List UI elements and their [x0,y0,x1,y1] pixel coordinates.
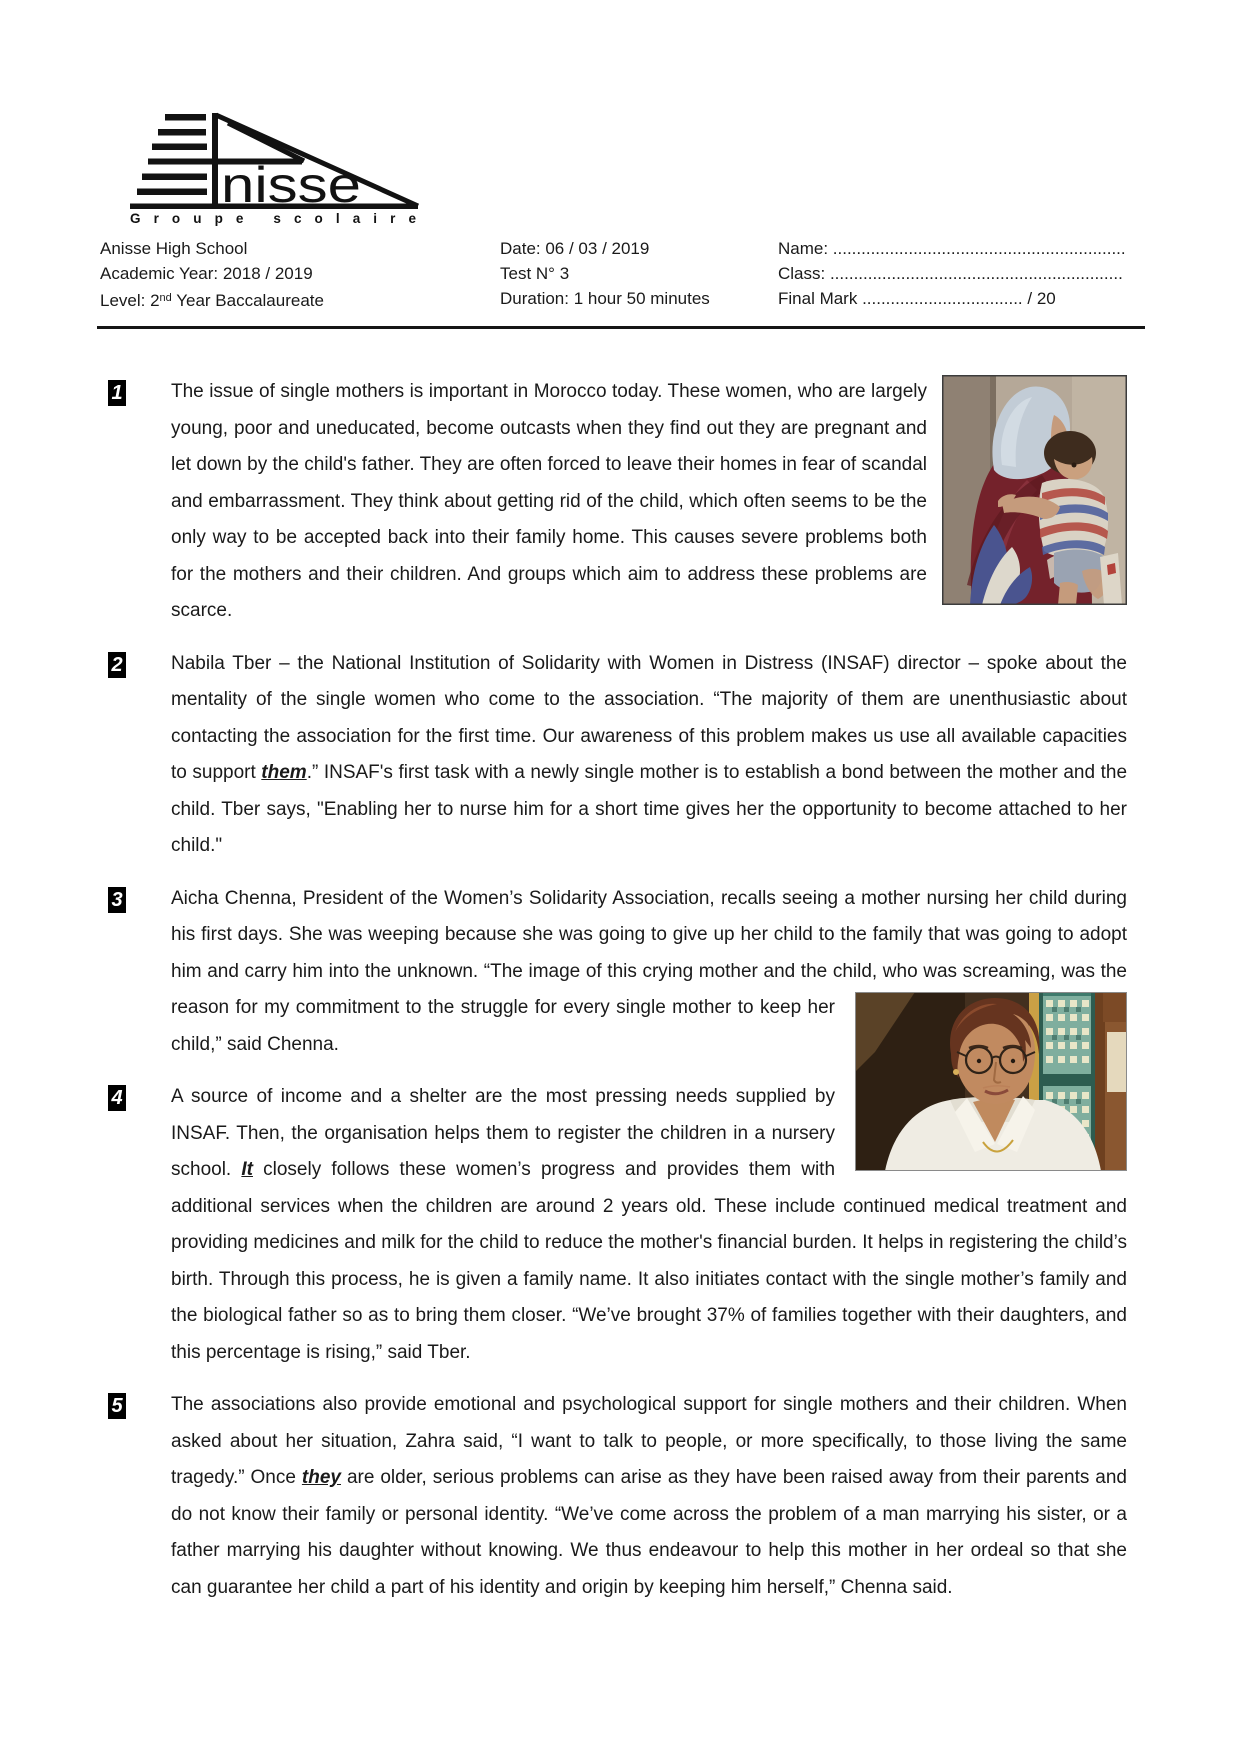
test-number: Test N° 3 [500,264,570,283]
header-info [100,236,1148,313]
paragraph-text: Nabila Tber – the National Institution of Solidarity with Women in Distress (INSAF) director – spoke about the mentality of the single women who come to the association. “The majority of them are unenthusiastic about contacting the association for the first time. Our awareness of this problem makes us use all available capacities to support [171,652,1127,783]
paragraph [111,646,1128,865]
paragraph-text: Aicha Chenna, President of the Women’s Solidarity Association, recalls seeing a mother nursing her child during his first days. She was weeping because she was going to give up her child to the family that was going to adopt him and carry him into the unknown. “The image of this crying mother and the child, who [171,887,1127,982]
paragraph [111,374,1127,630]
school-info-column [100,236,500,313]
paragraph-text: are older, serious problems can arise as they have been raised away from their parents and do not know their family or personal identity. “We’ve come across the problem of a man marrying his sister, or a father marrying his daughter without knowing. We thus endeavour to help this mother in her ordeal so that she can guarantee her child a part of his identity and origin by keeping him herself,” Chenna said. [171,1467,1128,1598]
paragraph-text: A source of income and a shelter are the most pressing needs supplied by INSAF. Then, the organisation helps them to register the children in a nursery school. [171,1086,835,1180]
paragraph-number-badge: 2 [108,652,126,678]
paragraph [111,881,1128,1064]
paragraph-number-badge: 1 [108,380,126,406]
photo-mother-child [942,375,1127,605]
paragraph [111,1387,1128,1606]
school-logo [128,110,424,228]
paragraph-number-badge: 5 [108,1393,126,1419]
reading-paragraphs [111,374,1128,1606]
emphasized-word: they [301,1467,341,1488]
ordinal-suffix: nd [159,292,172,304]
test-duration: Duration: 1 hour 50 minutes [500,289,710,308]
school-name: Anisse High School [100,239,248,258]
academic-year: Academic Year: 2018 / 2019 [100,264,313,283]
paragraph [111,1079,1127,1371]
paragraph-number-badge: 3 [108,887,126,913]
final-mark-field: Final Mark .................................. / 20 [778,289,1056,308]
paragraph-number-badge: 4 [108,1085,126,1111]
test-info-column [500,236,778,313]
emphasized-word: It [241,1159,253,1180]
paragraph-text: was screaming, was the reason for my commitment to the struggle for every single mother to keep her child,” said Chenna. [171,960,1128,1055]
logo-tagline: Groupe scolaire [130,211,416,226]
logo-brand-text: nisse [221,157,361,213]
emphasized-word: them [261,762,307,783]
paragraph-text: closely follows these women’s progress and provides them with additional services when the children are around 2 years old. These include continued medical treatment and providing medicines and milk for the child to reduce the mother's financial burden. It helps in registering the child’s birth. Through this process, he is given a family name. It also initiates contact with the single mother’s family and the biological father so as to bring them closer. “We’ve brought 37% of families together with their daughters, and this percentage is rising,” said Tber. [171,1159,1127,1363]
student-name-field: Name: .............................................................. [778,239,1126,258]
header-divider-line [97,326,1145,329]
paragraph-text: The issue of single mothers is important in Morocco today. These women, who are largely young, poor and uneducated, become outcasts when they find out they are pregnant and let down by the child's father. They are often forced to leave their homes in fear of scandal and embarrassment. They think about getting rid of the child, which often seems to be the only way to be accepted back into their family home. This causes severe problems both for the mothers and their children. And groups which aim to address these problems are scarce. [171,381,927,621]
test-date: Date: 06 / 03 / 2019 [500,239,650,258]
paragraph-text: The associations also provide emotional and psychological support for single mothers and their children. When asked about her situation, Zahra said, “I want to talk to people, or more specifically, to those living the same tragedy.” Once [171,1394,1127,1488]
paragraph-text: .” INSAF's first task with a newly single mother is to establish a bond between the mother and the child. Tber says, "Enabling her to nurse him for a short time gives her the opportunity to become attached to her child." [171,762,1128,856]
anisse-logo-graphic [128,110,424,228]
student-info-column [778,236,1148,313]
level-line: Level: 2nd Year Baccalaureate [100,291,324,310]
student-class-field: Class: .............................................................. [778,264,1123,283]
